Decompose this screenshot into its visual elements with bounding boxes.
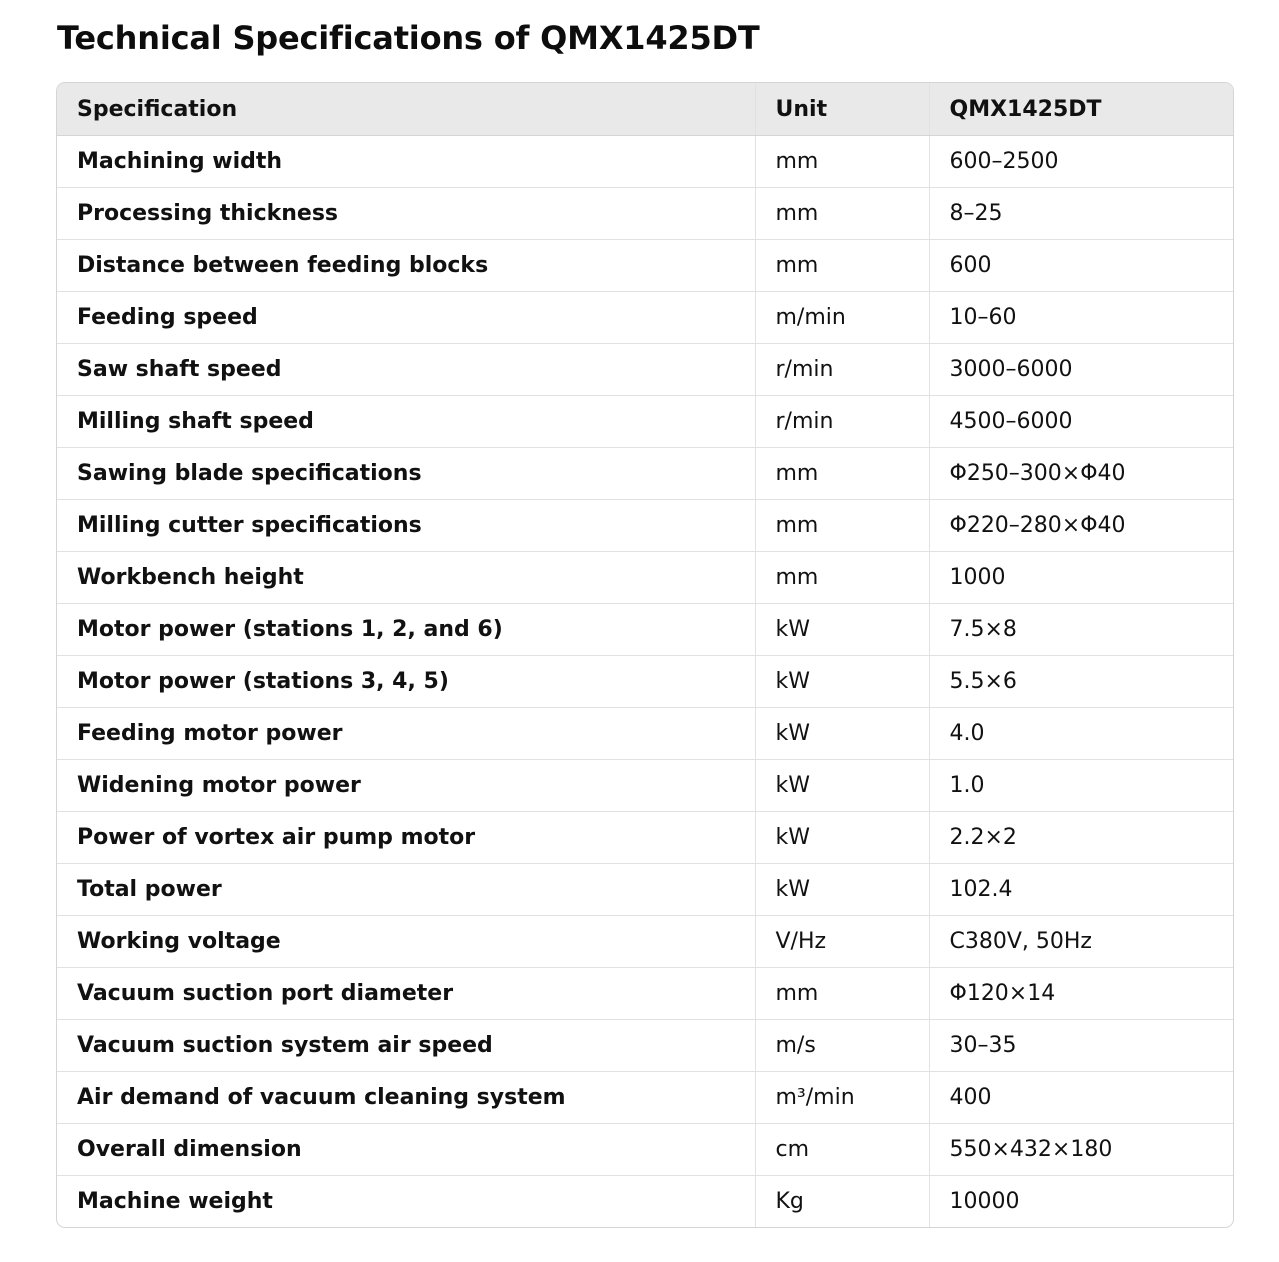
table-row	[57, 500, 1233, 552]
spec-name-cell: Air demand of vacuum cleaning system	[57, 1072, 755, 1124]
spec-name-cell: Vacuum suction port diameter	[57, 968, 755, 1020]
spec-name-cell: Motor power (stations 1, 2, and 6)	[57, 604, 755, 656]
value-cell: 3000–6000	[929, 344, 1233, 396]
value-cell: C380V, 50Hz	[929, 916, 1233, 968]
table-row	[57, 656, 1233, 708]
table-body	[57, 136, 1233, 1228]
spec-name-cell: Workbench height	[57, 552, 755, 604]
value-cell: 10–60	[929, 292, 1233, 344]
header-row	[57, 83, 1233, 136]
table-row	[57, 968, 1233, 1020]
spec-name-cell: Working voltage	[57, 916, 755, 968]
table-row	[57, 448, 1233, 500]
unit-cell: kW	[755, 708, 929, 760]
value-cell: 30–35	[929, 1020, 1233, 1072]
unit-cell: kW	[755, 864, 929, 916]
value-cell: 7.5×8	[929, 604, 1233, 656]
unit-cell: kW	[755, 812, 929, 864]
table-row	[57, 864, 1233, 916]
spec-name-cell: Saw shaft speed	[57, 344, 755, 396]
table-row	[57, 1020, 1233, 1072]
unit-cell: kW	[755, 656, 929, 708]
table-row	[57, 292, 1233, 344]
value-cell: 600	[929, 240, 1233, 292]
spec-name-cell: Machine weight	[57, 1176, 755, 1228]
spec-name-cell: Overall dimension	[57, 1124, 755, 1176]
spec-name-cell: Vacuum suction system air speed	[57, 1020, 755, 1072]
value-cell: 1000	[929, 552, 1233, 604]
spec-name-cell: Power of vortex air pump motor	[57, 812, 755, 864]
spec-name-cell: Motor power (stations 3, 4, 5)	[57, 656, 755, 708]
unit-cell: mm	[755, 448, 929, 500]
unit-cell: mm	[755, 968, 929, 1020]
header-specification: Specification	[57, 83, 755, 136]
spec-name-cell: Total power	[57, 864, 755, 916]
value-cell: 1.0	[929, 760, 1233, 812]
unit-cell: mm	[755, 136, 929, 188]
value-cell: Φ220–280×Φ40	[929, 500, 1233, 552]
table-row	[57, 760, 1233, 812]
unit-cell: r/min	[755, 396, 929, 448]
table-header	[57, 83, 1233, 136]
table-row	[57, 136, 1233, 188]
value-cell: 4.0	[929, 708, 1233, 760]
spec-name-cell: Feeding motor power	[57, 708, 755, 760]
spec-name-cell: Sawing blade specifications	[57, 448, 755, 500]
table-row	[57, 1124, 1233, 1176]
value-cell: Φ250–300×Φ40	[929, 448, 1233, 500]
table-row	[57, 916, 1233, 968]
table-row	[57, 604, 1233, 656]
spec-name-cell: Distance between feeding blocks	[57, 240, 755, 292]
page-title: Technical Specifications of QMX1425DT	[57, 19, 760, 57]
unit-cell: m³/min	[755, 1072, 929, 1124]
spec-name-cell: Milling cutter specifications	[57, 500, 755, 552]
value-cell: 4500–6000	[929, 396, 1233, 448]
spec-name-cell: Widening motor power	[57, 760, 755, 812]
value-cell: 102.4	[929, 864, 1233, 916]
specifications-table	[57, 83, 1233, 1227]
unit-cell: cm	[755, 1124, 929, 1176]
table-row	[57, 1072, 1233, 1124]
spec-name-cell: Feeding speed	[57, 292, 755, 344]
spec-name-cell: Milling shaft speed	[57, 396, 755, 448]
spec-name-cell: Processing thickness	[57, 188, 755, 240]
value-cell: 600–2500	[929, 136, 1233, 188]
table-row	[57, 552, 1233, 604]
value-cell: 2.2×2	[929, 812, 1233, 864]
specifications-table-container	[56, 82, 1234, 1228]
value-cell: 400	[929, 1072, 1233, 1124]
unit-cell: V/Hz	[755, 916, 929, 968]
unit-cell: Kg	[755, 1176, 929, 1228]
unit-cell: kW	[755, 604, 929, 656]
value-cell: Φ120×14	[929, 968, 1233, 1020]
unit-cell: m/s	[755, 1020, 929, 1072]
table-row	[57, 708, 1233, 760]
value-cell: 5.5×6	[929, 656, 1233, 708]
header-model-value: QMX1425DT	[929, 83, 1233, 136]
table-row	[57, 240, 1233, 292]
table-row	[57, 396, 1233, 448]
unit-cell: mm	[755, 240, 929, 292]
unit-cell: r/min	[755, 344, 929, 396]
unit-cell: kW	[755, 760, 929, 812]
unit-cell: mm	[755, 500, 929, 552]
table-row	[57, 812, 1233, 864]
unit-cell: mm	[755, 188, 929, 240]
table-row	[57, 188, 1233, 240]
unit-cell: mm	[755, 552, 929, 604]
header-unit: Unit	[755, 83, 929, 136]
value-cell: 8–25	[929, 188, 1233, 240]
value-cell: 10000	[929, 1176, 1233, 1228]
unit-cell: m/min	[755, 292, 929, 344]
spec-name-cell: Machining width	[77, 149, 283, 174]
value-cell: 550×432×180	[929, 1124, 1233, 1176]
table-row	[57, 344, 1233, 396]
table-row	[57, 1176, 1233, 1228]
